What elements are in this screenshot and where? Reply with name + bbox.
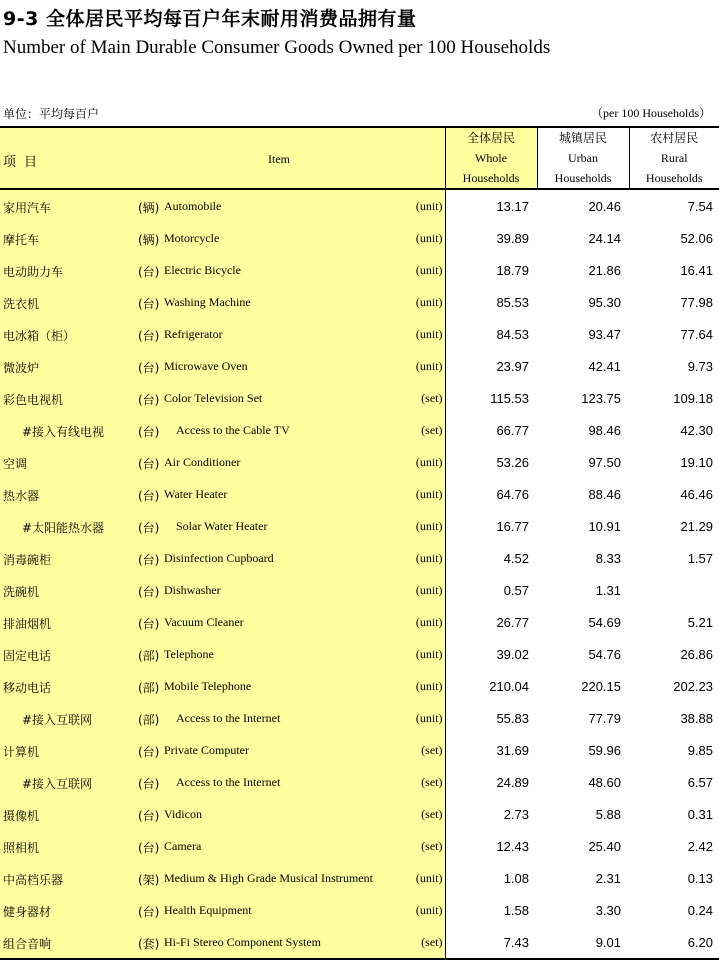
item-cell bbox=[0, 318, 445, 350]
value-urban: 97.50 bbox=[588, 454, 621, 470]
item-unit: (unit) bbox=[415, 583, 443, 597]
item-measure-word: (台) bbox=[138, 457, 160, 471]
item-unit: (unit) bbox=[415, 295, 443, 309]
header-whole-cn: 全体居民 bbox=[466, 131, 515, 145]
item-measure-word: (台) bbox=[138, 777, 160, 791]
header-item-cn: 项目 bbox=[3, 155, 46, 170]
table-row bbox=[0, 350, 719, 382]
item-unit: (unit) bbox=[415, 455, 443, 469]
item-cell bbox=[0, 926, 445, 959]
item-cell bbox=[0, 382, 445, 414]
item-unit: (unit) bbox=[415, 327, 443, 341]
table-row bbox=[0, 382, 719, 414]
value-whole: 55.83 bbox=[496, 710, 529, 726]
item-measure-word: (辆) bbox=[138, 201, 160, 215]
item-measure-word: (台) bbox=[138, 329, 160, 343]
value-rural: 1.57 bbox=[687, 550, 713, 566]
value-rural: 0.31 bbox=[687, 806, 713, 822]
table-row bbox=[0, 830, 719, 862]
header-urban bbox=[537, 127, 629, 189]
table-row bbox=[0, 670, 719, 702]
item-cell bbox=[0, 798, 445, 830]
table-row bbox=[0, 798, 719, 830]
item-name-en: Air Conditioner bbox=[164, 455, 241, 469]
item-cell bbox=[0, 830, 445, 862]
item-name-cn: 组合音响 bbox=[3, 937, 52, 951]
value-urban: 123.75 bbox=[581, 390, 621, 406]
table-row bbox=[0, 446, 719, 478]
header-whole-en2: Households bbox=[462, 171, 520, 185]
item-name-cn: 健身器材 bbox=[3, 905, 52, 919]
value-whole: 31.69 bbox=[496, 742, 529, 758]
item-measure-word: (架) bbox=[138, 873, 160, 887]
value-urban: 20.46 bbox=[588, 198, 621, 214]
item-measure-word: (台) bbox=[138, 297, 160, 311]
value-whole: 64.76 bbox=[496, 486, 529, 502]
value-urban: 5.88 bbox=[595, 806, 621, 822]
value-urban: 42.41 bbox=[588, 358, 621, 374]
header-whole bbox=[445, 127, 537, 189]
item-unit: (set) bbox=[421, 935, 443, 949]
item-unit: (unit) bbox=[415, 359, 443, 373]
table-row bbox=[0, 702, 719, 734]
item-unit: (set) bbox=[421, 743, 443, 757]
value-urban: 88.46 bbox=[588, 486, 621, 502]
item-name-cn: 计算机 bbox=[3, 745, 40, 759]
item-cell bbox=[0, 702, 445, 734]
item-name-en: Private Computer bbox=[164, 743, 249, 757]
item-cell bbox=[0, 446, 445, 478]
item-cell bbox=[0, 286, 445, 318]
item-unit: (unit) bbox=[415, 199, 443, 213]
value-rural: 0.13 bbox=[687, 870, 713, 886]
item-name-cn: 移动电话 bbox=[3, 681, 52, 695]
table-row bbox=[0, 286, 719, 318]
item-name-cn: 空调 bbox=[3, 457, 28, 471]
value-urban: 98.46 bbox=[588, 422, 621, 438]
item-cell bbox=[0, 638, 445, 670]
item-name-cn: 固定电话 bbox=[3, 649, 52, 663]
item-name-cn: 电冰箱（柜） bbox=[3, 329, 76, 343]
item-cell bbox=[0, 254, 445, 286]
value-whole: 115.53 bbox=[490, 390, 529, 406]
item-measure-word: (部) bbox=[138, 713, 160, 727]
item-name-en: Electric Bicycle bbox=[164, 263, 241, 277]
item-name-cn: 微波炉 bbox=[3, 361, 40, 375]
header-urban-cn: 城镇居民 bbox=[558, 131, 607, 145]
value-urban: 9.01 bbox=[537, 926, 629, 959]
item-name-cn: #接入有线电视 bbox=[22, 425, 105, 439]
item-measure-word: (台) bbox=[138, 489, 160, 503]
item-measure-word: (台) bbox=[138, 521, 160, 535]
value-whole: 13.17 bbox=[496, 198, 529, 214]
value-rural: 7.54 bbox=[687, 198, 713, 214]
value-rural: 202.23 bbox=[673, 678, 713, 694]
value-urban: 54.69 bbox=[588, 614, 621, 630]
value-whole: 24.89 bbox=[496, 774, 529, 790]
value-rural: 42.30 bbox=[680, 422, 713, 438]
value-rural: 26.86 bbox=[680, 646, 713, 662]
item-cell bbox=[0, 510, 445, 542]
item-name-en: Telephone bbox=[164, 647, 214, 661]
value-urban: 54.76 bbox=[588, 646, 621, 662]
value-rural: 21.29 bbox=[680, 518, 713, 534]
durable-goods-table bbox=[0, 126, 719, 960]
page-subtitle: Number of Main Durable Consumer Goods Owned per 100 Households bbox=[3, 37, 551, 58]
table-row bbox=[0, 606, 719, 638]
value-rural: 77.98 bbox=[680, 294, 713, 310]
table-row bbox=[0, 222, 719, 254]
item-cell bbox=[0, 478, 445, 510]
item-name-en: Motorcycle bbox=[164, 231, 220, 245]
item-unit: (unit) bbox=[415, 903, 443, 917]
value-rural: 16.41 bbox=[680, 262, 713, 278]
item-unit: (unit) bbox=[415, 519, 443, 533]
item-name-en: Automobile bbox=[164, 199, 222, 213]
value-whole: 39.89 bbox=[496, 230, 529, 246]
item-name-cn: 彩色电视机 bbox=[3, 393, 64, 407]
item-unit: (set) bbox=[421, 423, 443, 437]
value-rural: 109.18 bbox=[673, 390, 713, 406]
item-measure-word: (套) bbox=[138, 937, 160, 951]
item-name-en: Mobile Telephone bbox=[164, 679, 252, 693]
table-row bbox=[0, 638, 719, 670]
table-row bbox=[0, 478, 719, 510]
table-row bbox=[0, 862, 719, 894]
value-whole: 1.08 bbox=[503, 870, 529, 886]
item-measure-word: (台) bbox=[138, 745, 160, 759]
item-cell bbox=[0, 574, 445, 606]
item-cell bbox=[0, 894, 445, 926]
item-name-en: Solar Water Heater bbox=[176, 519, 268, 533]
item-measure-word: (台) bbox=[138, 585, 160, 599]
header-item-cell bbox=[0, 127, 445, 189]
value-whole: 12.43 bbox=[496, 838, 529, 854]
table-row bbox=[0, 510, 719, 542]
item-cell bbox=[0, 734, 445, 766]
table-row bbox=[0, 734, 719, 766]
item-name-cn: 消毒碗柜 bbox=[3, 553, 52, 567]
item-measure-word: (台) bbox=[138, 265, 160, 279]
value-urban: 93.47 bbox=[588, 326, 621, 342]
item-unit: (unit) bbox=[415, 263, 443, 277]
item-name-cn: #接入互联网 bbox=[22, 777, 93, 791]
table-row bbox=[0, 414, 719, 446]
value-rural: 9.85 bbox=[687, 742, 713, 758]
value-whole: 53.26 bbox=[496, 454, 529, 470]
value-urban: 3.30 bbox=[595, 902, 621, 918]
item-name-en: Microwave Oven bbox=[164, 359, 248, 373]
item-name-cn: 照相机 bbox=[3, 841, 40, 855]
item-measure-word: (部) bbox=[138, 681, 160, 695]
item-name-cn: 热水器 bbox=[3, 489, 40, 503]
value-whole: 2.73 bbox=[503, 806, 529, 822]
value-urban: 95.30 bbox=[588, 294, 621, 310]
unit-note-en: （per 100 Households） bbox=[591, 106, 711, 120]
item-measure-word: (台) bbox=[138, 361, 160, 375]
value-rural: 19.10 bbox=[680, 454, 713, 470]
value-rural: 6.57 bbox=[687, 774, 713, 790]
item-cell bbox=[0, 862, 445, 894]
value-urban: 21.86 bbox=[588, 262, 621, 278]
value-whole: 16.77 bbox=[496, 518, 529, 534]
item-cell bbox=[0, 542, 445, 574]
header-rural bbox=[629, 127, 719, 189]
item-name-cn: 洗衣机 bbox=[3, 297, 40, 311]
item-measure-word: (台) bbox=[138, 809, 160, 823]
table-header-row bbox=[0, 127, 719, 189]
header-rural-en1: Rural bbox=[660, 151, 688, 165]
item-name-en: Color Television Set bbox=[164, 391, 263, 405]
item-unit: (set) bbox=[421, 839, 443, 853]
item-unit: (unit) bbox=[415, 615, 443, 629]
item-name-en: Medium & High Grade Musical Instrument bbox=[164, 871, 373, 885]
unit-note-cn: 单位：平均每百户 bbox=[3, 107, 100, 121]
item-name-en: Vidicon bbox=[164, 807, 202, 821]
item-measure-word: (台) bbox=[138, 617, 160, 631]
item-name-cn: 电动助力车 bbox=[3, 265, 64, 279]
item-unit: (unit) bbox=[415, 871, 443, 885]
table-row bbox=[0, 574, 719, 606]
item-unit: (unit) bbox=[415, 551, 443, 565]
table-row bbox=[0, 542, 719, 574]
page-title: 9-3 全体居民平均每百户年末耐用消费品拥有量 bbox=[3, 8, 417, 30]
item-name-en: Disinfection Cupboard bbox=[164, 551, 274, 565]
item-cell bbox=[0, 414, 445, 446]
item-name-en: Water Heater bbox=[164, 487, 228, 501]
table-row bbox=[0, 318, 719, 350]
value-whole: 26.77 bbox=[496, 614, 529, 630]
value-rural: 52.06 bbox=[680, 230, 713, 246]
value-rural: 2.42 bbox=[687, 838, 713, 854]
table-row bbox=[0, 254, 719, 286]
item-name-en: Access to the Internet bbox=[176, 711, 281, 725]
item-name-en: Camera bbox=[164, 839, 202, 853]
value-whole: 84.53 bbox=[496, 326, 529, 342]
item-name-en: Access to the Internet bbox=[176, 775, 281, 789]
item-unit: (unit) bbox=[415, 711, 443, 725]
value-rural: 5.21 bbox=[687, 614, 713, 630]
item-cell bbox=[0, 222, 445, 254]
item-name-en: Washing Machine bbox=[164, 295, 251, 309]
header-urban-en2: Households bbox=[554, 171, 612, 185]
item-measure-word: (台) bbox=[138, 425, 160, 439]
table-row bbox=[0, 189, 719, 222]
item-measure-word: (台) bbox=[138, 841, 160, 855]
item-measure-word: (部) bbox=[138, 649, 160, 663]
header-urban-en1: Urban bbox=[568, 151, 598, 165]
item-unit: (set) bbox=[421, 807, 443, 821]
header-rural-en2: Households bbox=[645, 171, 703, 185]
data-table-wrapper bbox=[0, 126, 719, 960]
value-urban: 2.31 bbox=[595, 870, 621, 886]
item-name-cn: #太阳能热水器 bbox=[22, 521, 105, 535]
item-name-en: Dishwasher bbox=[164, 583, 221, 597]
value-urban: 77.79 bbox=[588, 710, 621, 726]
item-name-cn: 摩托车 bbox=[3, 233, 40, 247]
table-body bbox=[0, 189, 719, 959]
item-measure-word: (台) bbox=[138, 905, 160, 919]
item-measure-word: (台) bbox=[138, 393, 160, 407]
value-rural: 46.46 bbox=[680, 486, 713, 502]
item-cell bbox=[0, 670, 445, 702]
item-unit: (unit) bbox=[415, 647, 443, 661]
item-cell bbox=[0, 350, 445, 382]
value-whole: 18.79 bbox=[496, 262, 529, 278]
item-unit: (unit) bbox=[415, 487, 443, 501]
item-name-cn: 家用汽车 bbox=[3, 201, 52, 215]
value-whole: 85.53 bbox=[496, 294, 529, 310]
item-name-cn: 排油烟机 bbox=[3, 617, 52, 631]
item-name-cn: #接入互联网 bbox=[22, 713, 93, 727]
value-rural: 0.24 bbox=[687, 902, 713, 918]
value-whole: 23.97 bbox=[496, 358, 529, 374]
item-name-en: Refrigerator bbox=[164, 327, 223, 341]
value-whole: 7.43 bbox=[445, 926, 537, 959]
table-row bbox=[0, 766, 719, 798]
table-row bbox=[0, 894, 719, 926]
value-whole: 0.57 bbox=[503, 582, 529, 598]
value-whole: 66.77 bbox=[496, 422, 529, 438]
item-name-en: Vacuum Cleaner bbox=[164, 615, 244, 629]
value-urban: 10.91 bbox=[588, 518, 621, 534]
value-urban: 59.96 bbox=[588, 742, 621, 758]
value-whole: 39.02 bbox=[496, 646, 529, 662]
header-item-en: Item bbox=[268, 152, 290, 166]
item-measure-word: (台) bbox=[138, 553, 160, 567]
value-urban: 1.31 bbox=[595, 582, 621, 598]
value-urban: 48.60 bbox=[588, 774, 621, 790]
item-name-cn: 摄像机 bbox=[3, 809, 40, 823]
value-whole: 4.52 bbox=[503, 550, 529, 566]
value-rural bbox=[629, 574, 719, 606]
value-urban: 220.15 bbox=[581, 678, 621, 694]
item-cell bbox=[0, 606, 445, 638]
value-whole: 1.58 bbox=[503, 902, 529, 918]
value-urban: 8.33 bbox=[595, 550, 621, 566]
item-measure-word: (辆) bbox=[138, 233, 160, 247]
header-rural-cn: 农村居民 bbox=[650, 131, 699, 145]
item-cell bbox=[0, 189, 445, 222]
value-rural: 6.20 bbox=[629, 926, 719, 959]
item-unit: (set) bbox=[421, 391, 443, 405]
value-rural: 9.73 bbox=[687, 358, 713, 374]
item-unit: (unit) bbox=[415, 679, 443, 693]
item-name-cn: 中高档乐器 bbox=[3, 873, 64, 887]
item-name-en: Hi-Fi Stereo Component System bbox=[164, 935, 321, 949]
item-name-cn: 洗碗机 bbox=[3, 585, 40, 599]
header-whole-en1: Whole bbox=[475, 151, 507, 165]
item-unit: (unit) bbox=[415, 231, 443, 245]
item-name-en: Health Equipment bbox=[164, 903, 252, 917]
item-name-en: Access to the Cable TV bbox=[176, 423, 290, 437]
value-urban: 24.14 bbox=[588, 230, 621, 246]
table-row bbox=[0, 926, 719, 959]
value-rural: 77.64 bbox=[680, 326, 713, 342]
value-rural: 38.88 bbox=[680, 710, 713, 726]
item-unit: (set) bbox=[421, 775, 443, 789]
value-whole: 210.04 bbox=[489, 678, 529, 694]
item-cell bbox=[0, 766, 445, 798]
value-urban: 25.40 bbox=[588, 838, 621, 854]
